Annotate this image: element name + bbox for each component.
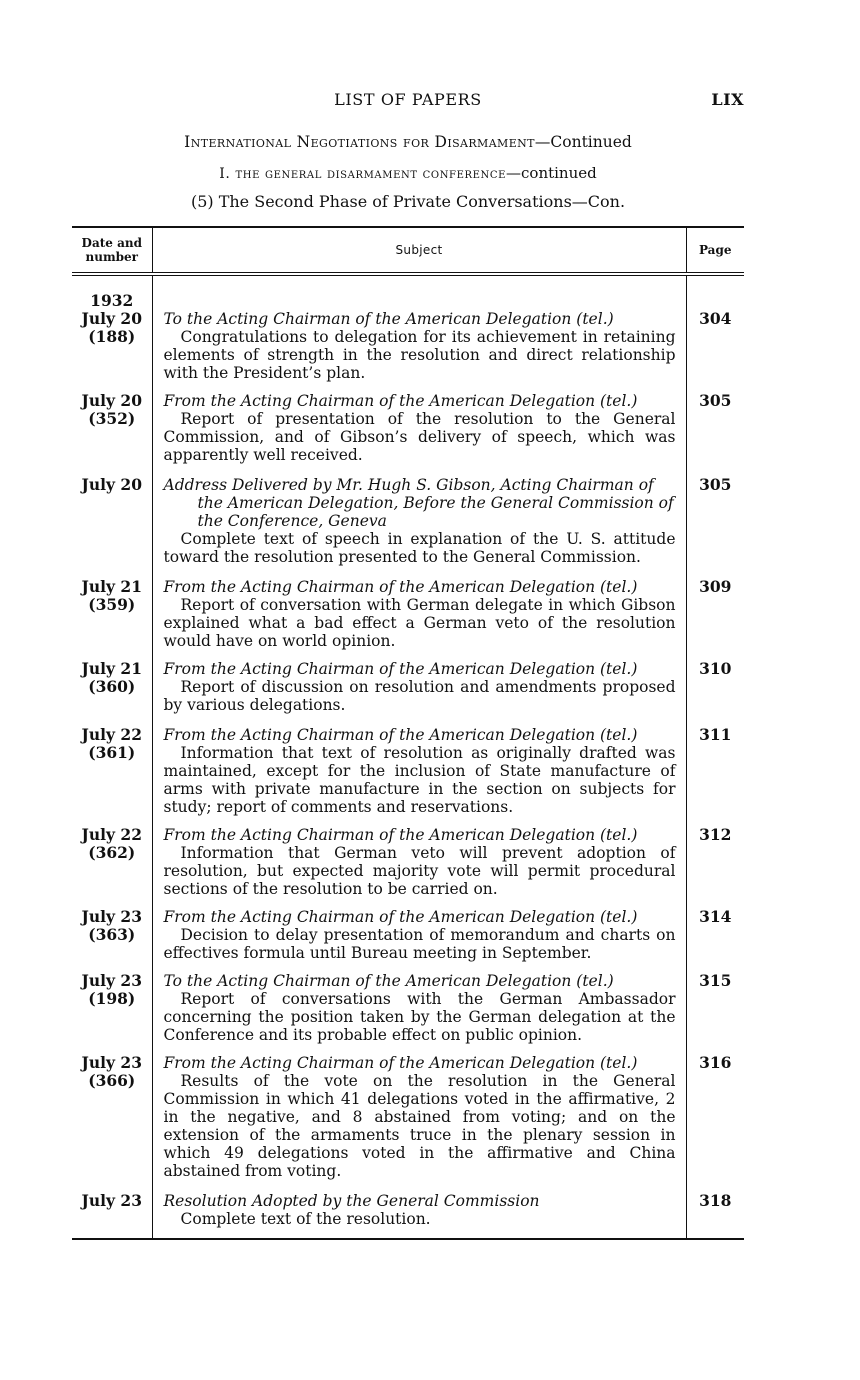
- date-number-cell: [72, 566, 152, 650]
- document-number: (361): [88, 743, 136, 762]
- page-cell: [686, 274, 744, 382]
- subject-cell: [152, 1044, 686, 1180]
- page-number: 316: [699, 1053, 732, 1072]
- table-header-row: [72, 227, 744, 274]
- page-cell: [686, 650, 744, 714]
- page-number: 311: [699, 725, 732, 744]
- date-number-cell: [72, 382, 152, 464]
- running-head: [72, 88, 744, 112]
- running-title: LIST OF PAPERS: [334, 90, 482, 109]
- date-label: July 22: [81, 825, 142, 844]
- page-cell: [686, 714, 744, 816]
- table-row: [72, 566, 744, 650]
- page-number: 304: [699, 309, 732, 328]
- document-title: From the Acting Chairman of the American Delegation (tel.): [163, 908, 638, 926]
- page-folio: LIX: [711, 90, 744, 109]
- page-number: 305: [699, 475, 732, 494]
- date-number-cell: [72, 274, 152, 382]
- subject-cell: [152, 382, 686, 464]
- document-title: From the Acting Chairman of the American Delegation (tel.): [163, 578, 638, 596]
- subject-cell: [152, 816, 686, 898]
- header-subject: Subject: [152, 227, 686, 274]
- year-label: 1932: [90, 291, 134, 310]
- date-number-cell: [72, 962, 152, 1044]
- document-number: (363): [88, 925, 136, 944]
- document-summary: Congratulations to delegation for its achievement in retaining elements of strength in the resolution and direct relationship with the President’s plan.: [163, 328, 676, 382]
- subject-cell: [152, 464, 686, 566]
- date-label: July 23: [81, 907, 142, 926]
- date-label: July 23: [81, 1053, 142, 1072]
- table-body: [72, 274, 744, 1239]
- page-cell: [686, 898, 744, 962]
- table-row: [72, 962, 744, 1044]
- document-number: (360): [88, 677, 136, 696]
- table-row: [72, 1180, 744, 1239]
- papers-table: [72, 226, 744, 1240]
- header-page: Page: [686, 227, 744, 274]
- document-title: Address Delivered by Mr. Hugh S. Gibson, Acting Chairman of the American Delegation, Before the General Commission of the Conference, Geneva: [163, 476, 674, 530]
- document-summary: Results of the vote on the resolution in the General Commission in which 41 delegations voted in the affirmative, 2 in the negative, and 8 abstained from voting; and on the extension of the armaments truce in the plenary session in which 49 delegations voted in the affirmative and China abstained from voting.: [163, 1072, 676, 1180]
- date-label: July 21: [81, 577, 142, 596]
- document-title: From the Acting Chairman of the American Delegation (tel.): [163, 726, 638, 744]
- date-label: July 23: [81, 971, 142, 990]
- date-label: July 20: [81, 309, 142, 328]
- page-cell: [686, 382, 744, 464]
- document-number: (362): [88, 843, 136, 862]
- document-summary: Report of presentation of the resolution to the General Commission, and of Gibson’s delivery of speech, which was apparently well received.: [163, 410, 676, 464]
- page-cell: [686, 1180, 744, 1239]
- document-number: (198): [88, 989, 136, 1008]
- subject-cell: [152, 714, 686, 816]
- document-title: From the Acting Chairman of the American Delegation (tel.): [163, 826, 638, 844]
- page-cell: [686, 566, 744, 650]
- document-title: From the Acting Chairman of the American Delegation (tel.): [163, 392, 638, 410]
- document-title: To the Acting Chairman of the American Delegation (tel.): [163, 310, 614, 328]
- subject-cell: [152, 962, 686, 1044]
- header-date-number: Date and number: [72, 227, 152, 274]
- table-row: [72, 816, 744, 898]
- document-summary: Information that German veto will prevent adoption of resolution, but expected majority vote will permit procedural sections of the resolution to be carried on.: [163, 844, 676, 898]
- table-row: [72, 382, 744, 464]
- document-number: (359): [88, 595, 136, 614]
- date-number-cell: [72, 1044, 152, 1180]
- page-number: 318: [699, 1191, 732, 1210]
- document-title: From the Acting Chairman of the American Delegation (tel.): [163, 1054, 638, 1072]
- document-title: To the Acting Chairman of the American Delegation (tel.): [163, 972, 614, 990]
- table-row: [72, 650, 744, 714]
- subsection-title: [72, 164, 744, 182]
- document-summary: Complete text of speech in explanation of the U. S. attitude toward the resolution presented to the General Commission.: [163, 530, 676, 566]
- subject-cell: [152, 650, 686, 714]
- date-number-cell: [72, 1180, 152, 1239]
- subsection-title-suffix: —continued: [506, 164, 597, 182]
- section-title-suffix: —Continued: [534, 133, 632, 151]
- subject-cell: [152, 566, 686, 650]
- section-title-main: International Negotiations for Disarmament: [184, 133, 535, 151]
- table-row: [72, 714, 744, 816]
- date-label: July 21: [81, 659, 142, 678]
- table-row: [72, 1044, 744, 1180]
- document-summary: Report of discussion on resolution and amendments proposed by various delegations.: [163, 678, 676, 714]
- table-row: [72, 898, 744, 962]
- page-number: 310: [699, 659, 732, 678]
- subject-cell: [152, 1180, 686, 1239]
- page-cell: [686, 1044, 744, 1180]
- page-number: 312: [699, 825, 732, 844]
- date-label: July 20: [81, 475, 142, 494]
- page-number: 305: [699, 391, 732, 410]
- section-title: [72, 133, 744, 151]
- date-label: July 20: [81, 391, 142, 410]
- subsection-title-main: I. the general disarmament conference: [219, 166, 507, 182]
- page-cell: [686, 464, 744, 566]
- page-cell: [686, 962, 744, 1044]
- date-number-cell: [72, 816, 152, 898]
- page-number: 314: [699, 907, 732, 926]
- date-number-cell: [72, 898, 152, 962]
- document-summary: Complete text of the resolution.: [180, 1210, 431, 1228]
- document-title: Resolution Adopted by the General Commission: [163, 1192, 540, 1210]
- document-summary: Decision to delay presentation of memorandum and charts on effectives formula until Bureau meeting in September.: [163, 926, 676, 962]
- table-row: [72, 274, 744, 382]
- date-number-cell: [72, 464, 152, 566]
- document-number: (366): [88, 1071, 136, 1090]
- table-row: [72, 464, 744, 566]
- document-number: (352): [88, 409, 136, 428]
- date-number-cell: [72, 650, 152, 714]
- date-label: July 22: [81, 725, 142, 744]
- subsubsection-title: (5) The Second Phase of Private Conversations—Con.: [190, 192, 626, 211]
- date-number-cell: [72, 714, 152, 816]
- document-summary: Information that text of resolution as originally drafted was maintained, except for the inclusion of State manufacture of arms with private manufacture in the section on subjects for study; report of comments and reservations.: [163, 744, 676, 816]
- page-number: 309: [699, 577, 732, 596]
- document-summary: Report of conversation with German delegate in which Gibson explained what a bad effect a German veto of the resolution would have on world opinion.: [163, 596, 676, 650]
- date-label: July 23: [81, 1191, 142, 1210]
- subject-cell: [152, 898, 686, 962]
- page-cell: [686, 816, 744, 898]
- document-title: From the Acting Chairman of the American Delegation (tel.): [163, 660, 638, 678]
- document-number: (188): [88, 327, 136, 346]
- subject-cell: [152, 274, 686, 382]
- page-number: 315: [699, 971, 732, 990]
- document-summary: Report of conversations with the German Ambassador concerning the position taken by the German delegation at the Conference and its probable effect on public opinion.: [163, 990, 676, 1044]
